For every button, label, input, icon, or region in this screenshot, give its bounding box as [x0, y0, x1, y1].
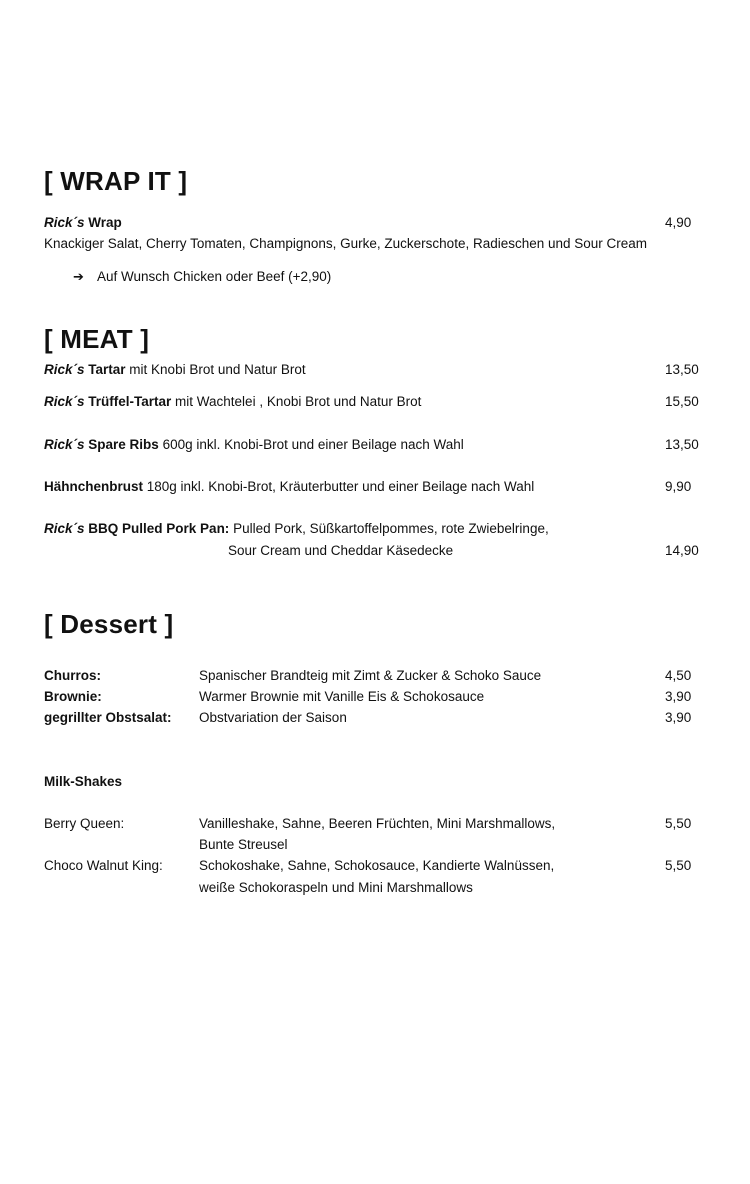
- meat-item-line: [44, 437, 464, 452]
- meat-item-line: [44, 521, 549, 536]
- meat-item-desc: Pulled Pork, Süßkartoffelpommes, rote Zwiebelringe,: [229, 521, 549, 536]
- meat-item-name: Tartar: [84, 362, 126, 377]
- wrap-price: 4,90: [665, 215, 692, 230]
- arrow-icon: ➔: [73, 269, 84, 284]
- dessert-item-price: 4,50: [665, 668, 692, 683]
- dessert-item-desc: Obstvariation der Saison: [199, 710, 347, 725]
- meat-item-line: [44, 394, 421, 409]
- wrap-item-name: Wrap: [84, 215, 122, 230]
- meat-item-price: 15,50: [665, 394, 699, 409]
- shake-item-price: 5,50: [665, 816, 692, 831]
- meat-item-desc: 600g inkl. Knobi-Brot und einer Beilage nach Wahl: [158, 437, 464, 452]
- shake-item-desc: Schokoshake, Sahne, Schokosauce, Kandierte Walnüssen,: [199, 858, 555, 873]
- dessert-item-name: gegrillter Obstsalat:: [44, 710, 172, 725]
- dessert-item-desc: Spanischer Brandteig mit Zimt & Zucker & Schoko Sauce: [199, 668, 542, 683]
- meat-item-price: 9,90: [665, 479, 692, 494]
- meat-item-brand: Rick´s: [44, 521, 85, 536]
- wrap-heading: [ WRAP IT ]: [44, 166, 188, 196]
- shake-item-desc: Vanilleshake, Sahne, Beeren Früchten, Mini Marshmallows,: [199, 816, 556, 831]
- meat-item-name: Spare Ribs: [84, 437, 159, 452]
- dessert-item-desc: Warmer Brownie mit Vanille Eis & Schokosauce: [199, 689, 485, 704]
- wrap-item-title: [44, 215, 122, 230]
- meat-item-price: 14,90: [665, 543, 699, 558]
- shake-item-name: Berry Queen:: [44, 816, 125, 831]
- shakes-heading: Milk-Shakes: [44, 774, 123, 789]
- shake-item-desc-continued: Bunte Streusel: [199, 837, 288, 852]
- meat-heading: [ MEAT ]: [44, 324, 150, 354]
- wrap-note: Auf Wunsch Chicken oder Beef (+2,90): [97, 269, 332, 284]
- meat-item-name: Trüffel-Tartar: [84, 394, 172, 409]
- wrap-description: Knackiger Salat, Cherry Tomaten, Champignons, Gurke, Zuckerschote, Radieschen und Sour Cream: [44, 236, 648, 251]
- meat-item-name: Hähnchenbrust: [44, 479, 144, 494]
- meat-item-desc: mit Wachtelei , Knobi Brot und Natur Brot: [171, 394, 422, 409]
- wrap-item-brand: Rick´s: [44, 215, 85, 230]
- dessert-item-price: 3,90: [665, 689, 692, 704]
- shake-item-name: Choco Walnut King:: [44, 858, 163, 873]
- meat-item-price: 13,50: [665, 362, 699, 377]
- meat-item-brand: Rick´s: [44, 394, 85, 409]
- dessert-item-price: 3,90: [665, 710, 692, 725]
- meat-item-desc: 180g inkl. Knobi-Brot, Kräuterbutter und einer Beilage nach Wahl: [143, 479, 535, 494]
- meat-item-desc: mit Knobi Brot und Natur Brot: [125, 362, 306, 377]
- meat-item-brand: Rick´s: [44, 437, 85, 452]
- dessert-heading: [ Dessert ]: [44, 609, 174, 639]
- shake-item-desc-continued: weiße Schokoraspeln und Mini Marshmallows: [199, 880, 473, 895]
- meat-item-desc-continued: Sour Cream und Cheddar Käsedecke: [228, 543, 454, 558]
- meat-item-brand: Rick´s: [44, 362, 85, 377]
- shake-item-price: 5,50: [665, 858, 692, 873]
- meat-item-name: BBQ Pulled Pork Pan:: [84, 521, 230, 536]
- dessert-item-name: Brownie:: [44, 689, 102, 704]
- meat-item-price: 13,50: [665, 437, 699, 452]
- meat-item-line: [44, 479, 534, 494]
- dessert-item-name: Churros:: [44, 668, 101, 683]
- meat-item-line: [44, 362, 306, 377]
